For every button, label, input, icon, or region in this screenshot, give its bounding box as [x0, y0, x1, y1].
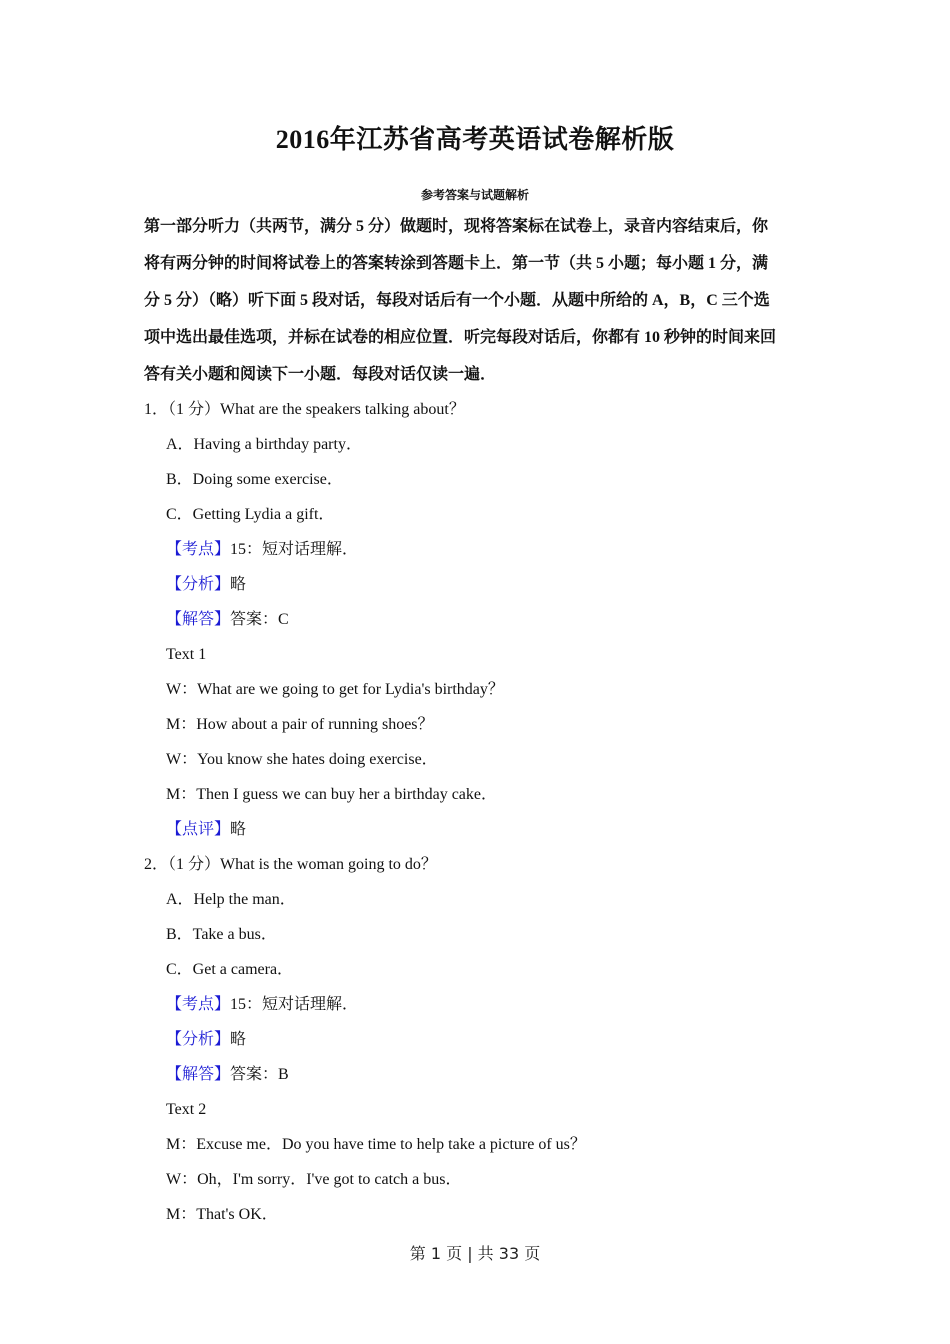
question-number: 2．: [144, 856, 169, 873]
option-b: B．Take a bus．: [166, 926, 277, 943]
option-b: B．Doing some exercise．: [166, 471, 343, 488]
kaodian-tag: 【考点】: [166, 541, 231, 558]
jieda-row: [166, 609, 289, 631]
dialogue-line: W：What are we going to get for Lydia's birthday？: [166, 681, 504, 698]
fenxi-tag: 【分析】: [166, 1031, 231, 1048]
intro-line: 分 5 分）（略）听下面 5 段对话，每段对话后有一个小题．从题中所给的 A，B，C 三个选: [144, 292, 770, 309]
dianping-row: [166, 819, 246, 841]
fenxi-row: [166, 574, 246, 596]
jieda-text: 答案：B: [230, 1066, 289, 1083]
jieda-tag: 【解答】: [166, 611, 231, 628]
question-text: What are the speakers talking about？: [220, 401, 465, 418]
fenxi-text: 略: [230, 576, 247, 593]
intro-line: 将有两分钟的时间将试卷上的答案转涂到答题卡上．第一节（共 5 小题；每小题 1 分，满: [144, 255, 769, 272]
kaodian-tag: 【考点】: [166, 996, 231, 1013]
dialogue-line: W：You know she hates doing exercise．: [166, 751, 438, 768]
intro-line: 答有关小题和阅读下一小题．每段对话仅读一遍．: [144, 366, 497, 383]
dianping-tag: 【点评】: [166, 821, 231, 838]
option-c: C．Get a camera．: [166, 961, 294, 978]
question-score: （1 分）: [168, 401, 221, 418]
fenxi-row: [166, 1029, 246, 1051]
question-1-stem: [144, 399, 465, 421]
kaodian-text: 15：短对话理解．: [230, 996, 359, 1013]
page-footer: 第 1 页 | 共 33 页: [409, 1244, 541, 1263]
option-c: C．Getting Lydia a gift．: [166, 506, 335, 523]
jieda-text: 答案：C: [230, 611, 289, 628]
page-subtitle: 参考答案与试题解析: [420, 188, 529, 202]
dialogue-line: M：How about a pair of running shoes？: [166, 716, 434, 733]
dialogue-line: M：That's OK．: [166, 1206, 278, 1223]
question-score: （1 分）: [168, 856, 221, 873]
question-number: 1．: [144, 401, 169, 418]
fenxi-tag: 【分析】: [166, 576, 231, 593]
option-a: A．Help the man．: [166, 891, 296, 908]
dialogue-line: W：Oh，I'm sorry．I've got to catch a bus．: [166, 1171, 462, 1188]
intro-line: 项中选出最佳选项，并标在试卷的相应位置．听完每段对话后，你都有 10 秒钟的时间来回: [144, 329, 777, 346]
fenxi-text: 略: [230, 1031, 247, 1048]
kaodian-text: 15：短对话理解．: [230, 541, 359, 558]
dialogue-line: M：Excuse me．Do you have time to help take a picture of us？: [166, 1136, 586, 1153]
jieda-row: [166, 1064, 289, 1086]
kaodian-row: [166, 994, 358, 1016]
text-label: Text 1: [166, 646, 207, 663]
option-a: A．Having a birthday party．: [166, 436, 362, 453]
dialogue-line: M：Then I guess we can buy her a birthday cake．: [166, 786, 498, 803]
question-2-stem: [144, 854, 437, 876]
dianping-text: 略: [230, 821, 247, 838]
intro-paragraph: [144, 208, 808, 393]
intro-line: 第一部分听力（共两节，满分 5 分）做题时，现将答案标在试卷上，录音内容结束后，你: [144, 218, 769, 235]
question-text: What is the woman going to do？: [220, 856, 437, 873]
kaodian-row: [166, 539, 358, 561]
text-label: Text 2: [166, 1101, 207, 1118]
page-title: 2016年江苏省高考英语试卷解析版: [275, 125, 675, 154]
jieda-tag: 【解答】: [166, 1066, 231, 1083]
